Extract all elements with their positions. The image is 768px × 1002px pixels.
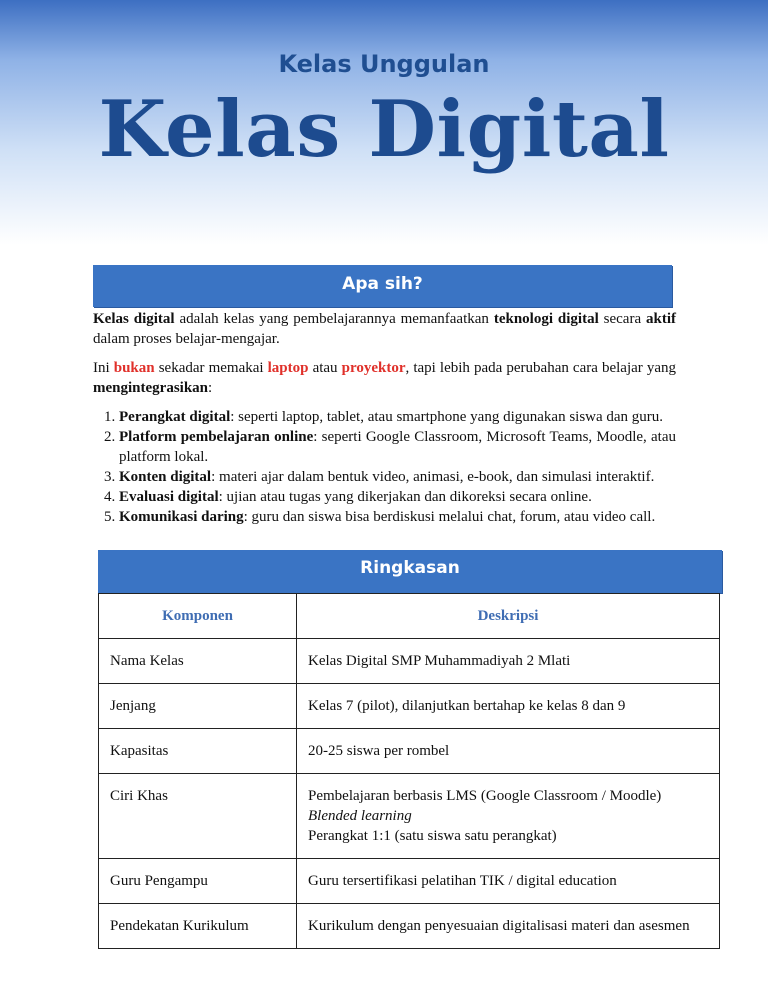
intro-content	[93, 309, 676, 527]
column-header-komponen: Komponen	[99, 594, 297, 639]
term-kelas-digital: Kelas digital	[93, 311, 175, 327]
term-aktif: aktif	[646, 311, 677, 327]
ciri-khas-line-1: Pembelajaran berbasis LMS (Google Classroom / Moodle)	[308, 788, 662, 804]
highlight-laptop: laptop	[267, 360, 309, 376]
table-cell-deskripsi: 20-25 siswa per rombel	[297, 729, 720, 774]
table-row	[99, 639, 720, 684]
highlight-proyektor: proyektor	[341, 360, 406, 376]
section-heading-apa-sih: Apa sih?	[93, 265, 672, 307]
list-item-desc: : seperti Google Classroom, Microsoft Teams, Moodle, atau platform lokal.	[119, 429, 676, 465]
page-subtitle: Kelas Unggulan	[278, 50, 490, 78]
text-span: Ini	[93, 360, 114, 376]
list-item-desc: : guru dan siswa bisa berdiskusi melalui chat, forum, atau video call.	[243, 509, 656, 525]
text-span: , tapi lebih pada perubahan cara belajar yang	[405, 360, 677, 376]
intro-paragraph-2	[93, 358, 676, 398]
text-span: secara	[598, 311, 647, 327]
list-item-term: Perangkat digital	[119, 409, 231, 425]
table-cell-komponen: Ciri Khas	[99, 774, 297, 859]
table-row	[99, 684, 720, 729]
list-item-term: Konten digital	[119, 469, 212, 485]
summary-table	[98, 593, 720, 949]
table-cell-deskripsi: Kelas Digital SMP Muhammadiyah 2 Mlati	[297, 639, 720, 684]
list-item-desc: : seperti laptop, tablet, atau smartphone yang digunakan siswa dan guru.	[230, 409, 664, 425]
highlight-bukan: bukan	[113, 360, 155, 376]
text-span: :	[208, 380, 213, 396]
list-item	[119, 467, 676, 487]
table-row	[99, 859, 720, 904]
table-row	[99, 729, 720, 774]
list-item-term: Evaluasi digital	[119, 489, 219, 505]
table-cell-deskripsi: Kelas 7 (pilot), dilanjutkan bertahap ke kelas 8 dan 9	[297, 684, 720, 729]
ciri-khas-line-3: Perangkat 1:1 (satu siswa satu perangkat)	[308, 828, 557, 844]
term-teknologi-digital: teknologi digital	[493, 311, 599, 327]
term-mengintegrasikan: mengintegrasikan	[93, 380, 209, 396]
table-cell-komponen: Pendekatan Kurikulum	[99, 904, 297, 949]
text-span: sekadar memakai	[154, 360, 268, 376]
ciri-khas-line-2: Blended learning	[308, 808, 412, 824]
table-row	[99, 774, 720, 859]
list-item-desc: : materi ajar dalam bentuk video, animasi, e-book, dan simulasi interaktif.	[211, 469, 655, 485]
intro-paragraph-1	[93, 309, 676, 349]
table-cell-komponen: Nama Kelas	[99, 639, 297, 684]
section-heading-ringkasan: Ringkasan	[98, 550, 722, 593]
feature-list	[93, 407, 676, 527]
list-item	[119, 407, 676, 427]
list-item-term: Komunikasi daring	[119, 509, 244, 525]
list-item-term: Platform pembelajaran online	[119, 429, 314, 445]
table-cell-deskripsi: Kurikulum dengan penyesuaian digitalisasi materi dan asesmen	[297, 904, 720, 949]
table-header-row	[99, 594, 720, 639]
column-header-deskripsi: Deskripsi	[297, 594, 720, 639]
table-cell-komponen: Kapasitas	[99, 729, 297, 774]
text-span: dalam proses belajar-mengajar.	[93, 331, 280, 347]
list-item	[119, 487, 676, 507]
text-span: atau	[308, 360, 342, 376]
table-cell-komponen: Jenjang	[99, 684, 297, 729]
table-cell-deskripsi: Guru tersertifikasi pelatihan TIK / digital education	[297, 859, 720, 904]
list-item-desc: : ujian atau tugas yang dikerjakan dan dikoreksi secara online.	[218, 489, 592, 505]
list-item	[119, 427, 676, 467]
page-title: Kelas Digital	[98, 84, 670, 175]
table-row	[99, 904, 720, 949]
table-cell-komponen: Guru Pengampu	[99, 859, 297, 904]
table-cell-deskripsi	[297, 774, 720, 859]
text-span: adalah kelas yang pembelajarannya memanfaatkan	[174, 311, 494, 327]
list-item	[119, 507, 676, 527]
